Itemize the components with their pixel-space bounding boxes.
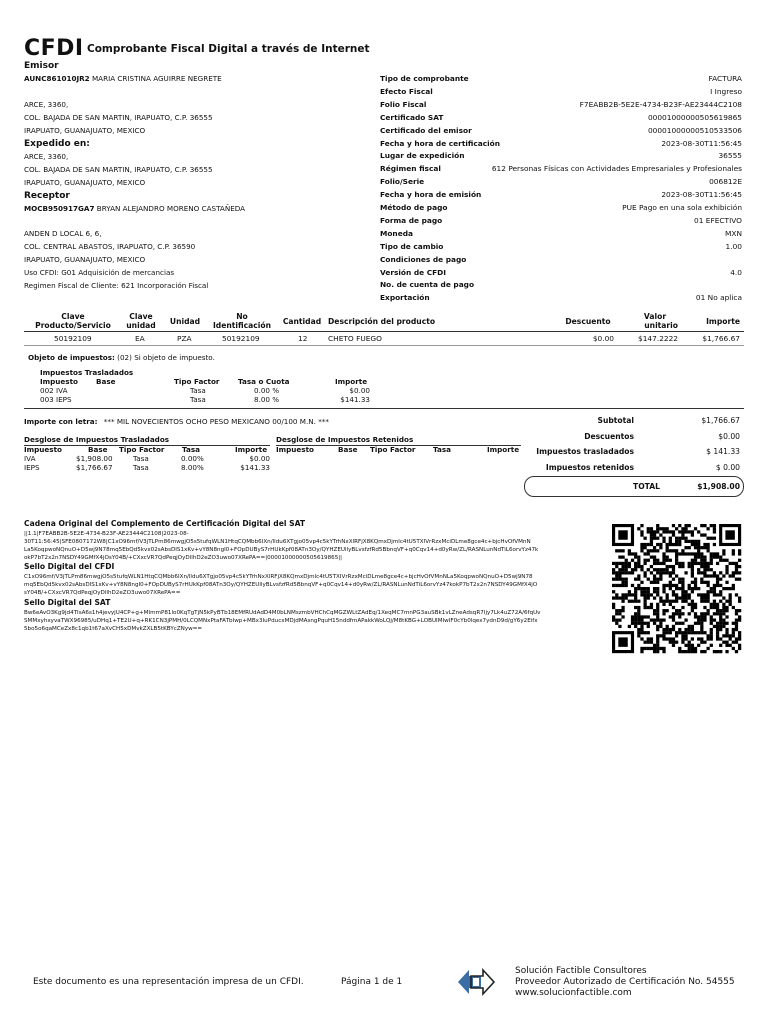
detail-label: Método de pago: [380, 203, 448, 212]
receptor-regimen: Regimen Fiscal de Cliente: 621 Incorporación Fiscal: [24, 281, 209, 290]
item-tax-tipo: Tasa: [190, 386, 206, 395]
detail-label: No. de cuenta de pago: [380, 280, 475, 289]
subtotal-label: Subtotal: [597, 416, 634, 425]
cadena-line: okP7bT2x2n7NSDY49GMfX4jOsY04B/+CXxcVR7QdPeqjOyDllhD2eZO3uwo07XRePA==|00001000000505619865||: [24, 555, 343, 561]
cadena-original-title: Cadena Original del Complemento de Certificación Digital del SAT: [24, 519, 306, 528]
impuestos-trasladados-label: Impuestos trasladados: [536, 447, 634, 456]
dt-tasa: 8.00%: [181, 463, 204, 472]
detail-label: Versión de CFDI: [380, 268, 447, 277]
dr-h-tipo: Tipo Factor: [370, 445, 416, 454]
expedido-address-2: COL. BAJADA DE SAN MARTIN, IRAPUATO, C.P. 36555: [24, 165, 213, 174]
item-tax-importe: $0.00: [349, 386, 370, 395]
item-clave: 50192109: [54, 334, 92, 343]
receptor-name: BRYAN ALEJANDRO MORENO CASTAÑEDA: [96, 204, 246, 213]
receptor-title: Receptor: [24, 191, 70, 201]
importe-con-letra: Importe con letra: *** MIL NOVECIENTOS OCHO PESO MEXICANO 00/100 M.N. ***: [24, 417, 329, 426]
receptor-address-2: COL. CENTRAL ABASTOS, IRAPUATO, C.P. 36590: [24, 242, 196, 251]
dt-importe: $0.00: [249, 454, 270, 463]
col-clave-ps: Clave Producto/Servicio: [35, 312, 111, 330]
desglose-retenidos-title: Desglose de Impuestos Retenidos: [276, 435, 414, 444]
document-subtitle: Comprobante Fiscal Digital a través de Internet: [87, 43, 370, 55]
detail-label: Folio Fiscal: [380, 100, 427, 109]
emisor-address-3: IRAPUATO, GUANAJUATO, MEXICO: [24, 126, 146, 135]
sello-cfdi-title: Sello Digital del CFDI: [24, 562, 115, 571]
detail-value: I Ingreso: [710, 87, 742, 96]
sello-sat-line: Bw6eAvO3Kg9jd4TIsA6s1h4jevyjU4CP+g+MImmP81lo0KqTgTjN5kPyBTb18EMfRUdAdD4M0bLNMszmbVHChCqMGZWLtZAdEq/1XeqMC7mnPG3auSBk1vLZneAdsqR7Ijy7Lk4uZ72A/6fqUv: [24, 610, 541, 616]
detail-value: 2023-08-30T11:56:45: [661, 139, 742, 148]
dt-h-importe: Importe: [235, 445, 268, 454]
impuestos-retenidos-label: Impuestos retenidos: [545, 463, 634, 472]
expedido-address-3: IRAPUATO, GUANAJUATO, MEXICO: [24, 178, 146, 187]
col-descuento: Descuento: [565, 317, 611, 326]
receptor-uso-cfdi: Uso CFDI: G01 Adquisición de mercancias: [24, 268, 175, 277]
cadena-line: 30T11:56:45|SFE0807172W8|C1xO96mf/V3jTLPm86mwgjO5s5tufqWLN1HtqCQMbb6IXn/lldu6XTgjo05vp4c5kYTrhNxXlRFjX8KQmxDjmlc4tU5TXIVrRzxMciDLme8gce4c+bjcHvOfVMnN: [24, 539, 531, 545]
emisor-address-1: ARCE, 3360,: [24, 100, 69, 109]
dt-base: $1,908.00: [76, 454, 113, 463]
detail-label: Efecto Fiscal: [380, 87, 433, 96]
item-taxes-h-tasa: Tasa o Cuota: [238, 377, 290, 386]
detail-label: Exportación: [380, 293, 430, 302]
sello-cfdi-line: mq5EbQd5kvx02sAbsDIS1xKv+vY8N8ngI0+FOpDUByS7rHUkKpf08ATn3Oy/QYHZEUllyBLvsfzfRd5BbnqVF+q0Cqv14+d0yRw/ZL/RASNLunNdTiL6orvYz47kokP7bT2x2n7NSDY49GMfX4jO: [24, 582, 538, 588]
detail-label: Forma de pago: [380, 216, 443, 225]
detail-label: Certificado SAT: [380, 113, 444, 122]
detail-label: Lugar de expedición: [380, 151, 465, 160]
totals-rule: [24, 408, 744, 409]
subtotal-value: $1,766.67: [701, 416, 740, 425]
item-taxes-h-base: Base: [96, 377, 116, 386]
detail-value: 00001000000510533506: [647, 126, 742, 135]
sello-cfdi-line: C1xO96mf/V3jTLPm86mwgjO5s5tufqWLN1HtqCQMbb6IXn/lldu6XTgjo05vp4c5kYTrhNxXlRFjX8KQmxDjmlc4tU5TXIVrRzxMciDLme8gce4c+bjcHvOfVMnNLa5KoqpwoNQnuO+D5wj9N78: [24, 574, 533, 580]
detail-value: 612 Personas Físicas con Actividades Empresariales y Profesionales: [491, 164, 742, 173]
item-clave-unidad: EA: [135, 334, 145, 343]
item-no-id: 50192109: [222, 334, 260, 343]
sello-cfdi-line: sY04B/+CXxcVR7QdPeqjOyDllhD2eZO3uwo07XRePA==: [24, 590, 181, 596]
footer-pac: Proveedor Autorizado de Certificación No. 54555: [515, 977, 735, 987]
dt-h-tipo: Tipo Factor: [119, 445, 165, 454]
col-cantidad: Cantidad: [282, 317, 322, 326]
detail-value: 36555: [718, 151, 742, 160]
emisor-name: MARIA CRISTINA AGUIRRE NEGRETE: [91, 74, 222, 83]
receptor-address-1: ANDEN D LOCAL 6, 6,: [24, 229, 102, 238]
item-taxes-title: Impuestos Trasladados: [40, 368, 134, 377]
col-valor-unitario: Valor unitario: [643, 312, 678, 330]
item-unidad: PZA: [177, 334, 192, 343]
item-descripcion: CHETO FUEGO: [328, 334, 382, 343]
footer-website: www.solucionfactible.com: [515, 988, 632, 998]
detail-value: MXN: [725, 229, 742, 238]
descuentos-label: Descuentos: [584, 432, 634, 441]
expedido-address-1: ARCE, 3360,: [24, 152, 69, 161]
descuentos-value: $0.00: [718, 432, 740, 441]
items-header-rule: [24, 331, 744, 332]
item-row-rule: [24, 345, 744, 346]
receptor-rfc: MOCB950917GA7: [24, 204, 95, 213]
footer-note: Este documento es una representación impresa de un CFDI.: [33, 977, 304, 987]
dt-base: $1,766.67: [76, 463, 113, 472]
dt-tipo: Tasa: [133, 463, 149, 472]
detail-value: 006812E: [709, 177, 742, 186]
item-descuento: $0.00: [592, 334, 614, 343]
detail-label: Régimen fiscal: [380, 164, 441, 173]
impuestos-trasladados-value: $ 141.33: [706, 447, 740, 456]
dt-h-base: Base: [88, 445, 108, 454]
detail-label: Moneda: [380, 229, 413, 238]
emisor-rfc: AUNC861010JR2: [24, 74, 90, 83]
item-tax-tasa: 0.00 %: [254, 386, 280, 395]
impuestos-retenidos-value: $ 0.00: [715, 463, 740, 472]
item-taxes-h-tipo: Tipo Factor: [174, 377, 220, 386]
detail-value: 00001000000505619865: [647, 113, 742, 122]
cadena-line: La5KoqpwoNQnuO+D5wj9N78mq5EbQd5kvx02sAbsDIS1xKv+vY8N8ngI0+FOpDUByS7rHUkKpf08ATn3Oy/QYHZEUllyBLvsfzfRd5BbnqVF+q0Cqv14+d0yRw/ZL/RASNLunNdTiL6orvYz47k: [24, 547, 539, 553]
item-taxes-h-impuesto: Impuesto: [40, 377, 78, 386]
total-label: TOTAL: [633, 482, 660, 491]
item-taxes-h-importe: Importe: [335, 377, 368, 386]
detail-label: Fecha y hora de certificación: [380, 139, 500, 148]
dt-tasa: 0.00%: [181, 454, 204, 463]
detail-value: 2023-08-30T11:56:45: [661, 190, 742, 199]
detail-value: 01 No aplica: [695, 293, 742, 302]
desglose-trasladados-title: Desglose de Impuestos Trasladados: [24, 435, 170, 444]
detail-label: Certificado del emisor: [380, 126, 472, 135]
dt-importe: $141.33: [240, 463, 270, 472]
col-descripcion: Descripción del producto: [328, 317, 436, 326]
footer-company: Solución Factible Consultores: [515, 966, 647, 976]
item-tax-tasa: 8.00 %: [254, 395, 280, 404]
detail-value: 4.0: [730, 268, 742, 277]
footer-page-number: Página 1 de 1: [341, 977, 403, 987]
col-importe: Importe: [706, 317, 740, 326]
col-no-identificacion: No Identificación: [212, 312, 272, 330]
qr-code-icon: [612, 524, 744, 654]
cadena-line: ||1.1|F7EABB2B-5E2E-4734-B23F-AE23444C2108|2023-08-: [24, 531, 189, 537]
dt-h-impuesto: Impuesto: [24, 445, 62, 454]
emisor-rfc-line: [24, 73, 222, 84]
detail-label: Tipo de cambio: [380, 242, 444, 251]
emisor-title: Emisor: [24, 61, 59, 71]
detail-value: F7EABB2B-5E2E-4734-B23F-AE23444C2108: [579, 100, 742, 109]
detail-value: FACTURA: [708, 74, 742, 83]
receptor-address-3: IRAPUATO, GUANAJUATO, MEXICO: [24, 255, 146, 264]
detail-value: PUE Pago en una sola exhibición: [622, 203, 742, 212]
expedido-title: Expedido en:: [24, 139, 90, 149]
sello-sat-line: SMMxyhxyvaTWX96985/uDHq1+TE2U+q+RK1CN3jPMH/0LCQMNxPtaFATbIwp+MBx3IuPducxMDjdMAsngPquH15nddfmAPakkWoLQj/M8tKBG+LOBUIMIwIF0cYb0lqex7ydnD9d/gY6y2Eifx: [24, 618, 538, 624]
item-tax-importe: $141.33: [340, 395, 370, 404]
objeto-impuestos: Objeto de impuestos: (02) Si objeto de impuesto.: [28, 353, 215, 362]
item-importe: $1,766.67: [702, 334, 740, 343]
item-cantidad: 12: [298, 334, 308, 343]
item-tax-impuesto: 002 IVA: [40, 386, 68, 395]
emisor-address-2: COL. BAJADA DE SAN MARTIN, IRAPUATO, C.P. 36555: [24, 113, 213, 122]
dr-h-impuesto: Impuesto: [276, 445, 314, 454]
dr-h-base: Base: [338, 445, 358, 454]
item-tax-impuesto: 003 IEPS: [40, 395, 72, 404]
detail-value: 01 EFECTIVO: [694, 216, 742, 225]
dr-h-tasa: Tasa: [433, 445, 451, 454]
dt-impuesto: IEPS: [24, 463, 40, 472]
dt-impuesto: IVA: [24, 454, 36, 463]
dt-h-tasa: Tasa: [182, 445, 200, 454]
sello-sat-line: 5bo5o6qaMCeZx8c1qb1t67aXvCH5xDMvkZXLB5tKBYcZNyw==: [24, 626, 203, 632]
detail-label: Condiciones de pago: [380, 255, 467, 264]
detail-label: Fecha y hora de emisión: [380, 190, 482, 199]
item-valor-unitario: $147.2222: [638, 334, 678, 343]
item-tax-tipo: Tasa: [190, 395, 206, 404]
cfdi-title: CFDI: [24, 36, 84, 61]
solucion-factible-logo-icon: [455, 964, 497, 1000]
col-unidad: Unidad: [169, 317, 201, 326]
sello-sat-title: Sello Digital del SAT: [24, 598, 111, 607]
dr-h-importe: Importe: [487, 445, 520, 454]
detail-label: Folio/Serie: [380, 177, 425, 186]
total-value: $1,908.00: [697, 482, 740, 491]
detail-label: Tipo de comprobante: [380, 74, 469, 83]
detail-value: 1.00: [725, 242, 742, 251]
receptor-rfc-line: [24, 203, 245, 214]
col-clave-unidad: Clave unidad: [126, 312, 156, 330]
dt-tipo: Tasa: [133, 454, 149, 463]
